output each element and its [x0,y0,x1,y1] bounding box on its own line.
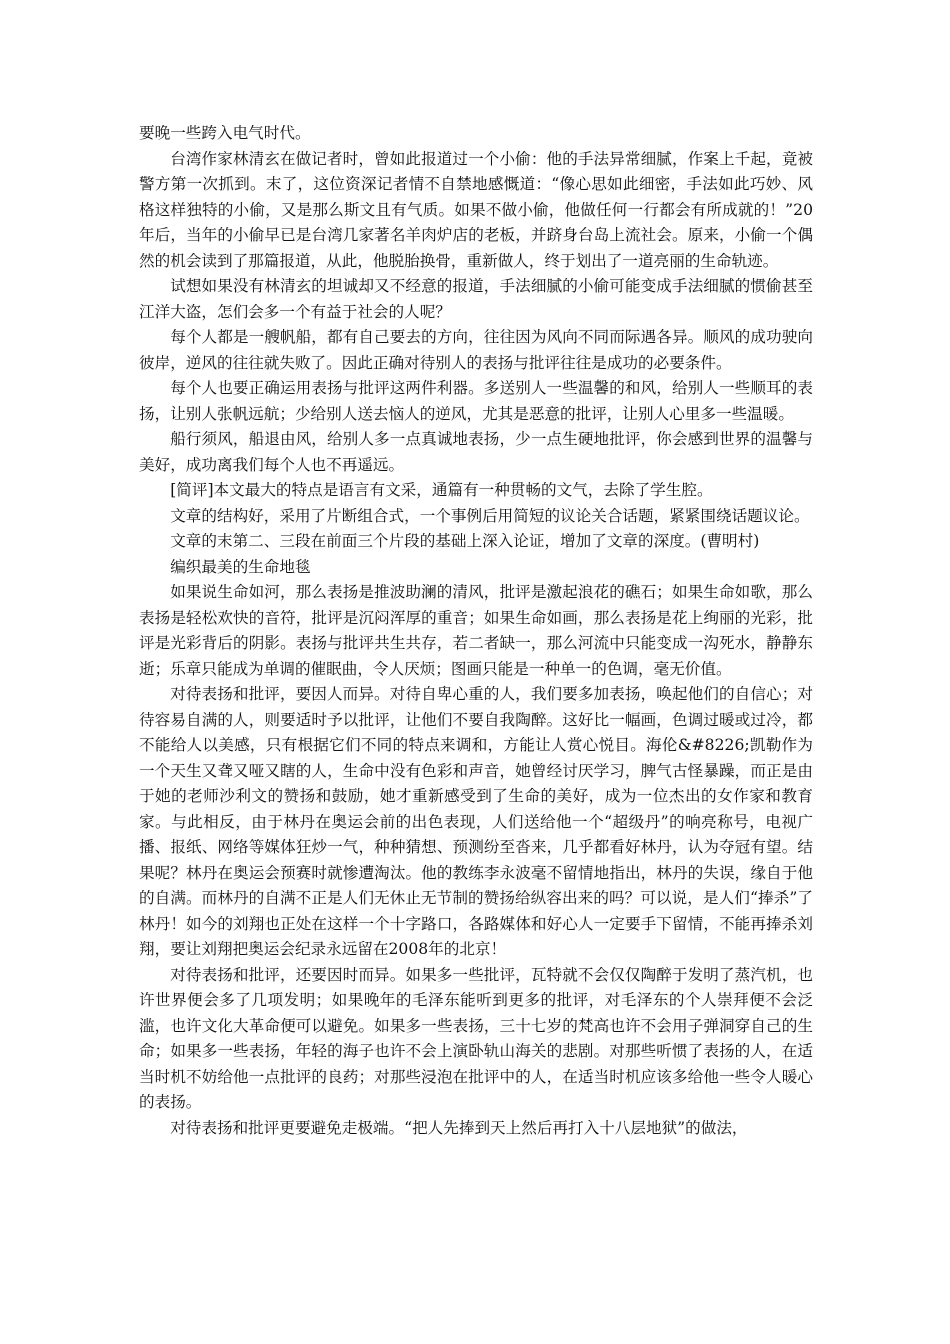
paragraph: 每个人也要正确运用表扬与批评这两件利器。多送别人一些温馨的和风，给别人一些顺耳的表扬，让别人张帆远航；少给别人送去恼人的逆风，尤其是恶意的批评，让别人心里多一些温暖。 [139,379,813,423]
paragraph: 对待表扬和批评，还要因时而异。如果多一些批评，瓦特就不会仅仅陶醉于发明了蒸汽机，也许世界便会多了几项发明；如果晚年的毛泽东能听到更多的批评，对毛泽东的个人崇拜便不会泛滥，也许文化大革命便可以避免。如果多一些表扬，三十七岁的梵高也许不会用子弹洞穿自己的生命；如果多一些表扬，年轻的海子也许不会上演卧轨山海关的悲剧。对那些听惯了表扬的人，在适当时机不妨给他一点批评的良药；对那些浸泡在批评中的人，在适当时机应该多给他一些令人暖心的表扬。 [139,965,813,1111]
comment-paragraph: [简评]本文最大的特点是语言有文采，通篇有一种贯畅的文气，去除了学生腔。 [170,481,713,499]
paragraph: 对待表扬和批评更要避免走极端。“把人先捧到天上然后再打入十八层地狱”的做法， [170,1118,748,1137]
paragraph: 文章的末第二、三段在前面三个片段的基础上深入论证，增加了文章的深度。(曹明村) [170,532,760,550]
paragraph: 对待表扬和批评，要因人而异。对待自卑心重的人，我们要多加表扬，唤起他们的自信心；对待容易自满的人，则要适时予以批评，让他们不要自我陶醉。这好比一幅画，色调过暖或过冷，都不能给人以美感，只有根据它们不同的特点来调和，方能让人赏心悦目。海伦&#8226;凯勒作为一个天生又聋又哑又瞎的人，生命中没有色彩和声音，她曾经讨厌学习，脾气古怪暴躁，而正是由于她的老师沙利文的赞扬和鼓励，她才重新感受到了生命的美好，成为一位杰出的女作家和教育家。与此相反，由于林丹在奥运会前的出色表现，人们送给他一个“超级丹”的响亮称号，电视广播、报纸、网络等媒体狂炒一气，种种猜想、预测纷至沓来，几乎都看好林丹，认为夺冠有望。结果呢？林丹在奥运会预赛时就惨遭淘汰。他的教练李永波毫不留情地指出，林丹的失误，缘自于他的自满。而林丹的自满不正是人们无休止无节制的赞扬给纵容出来的吗？可以说，是人们“捧杀”了林丹！如今的刘翔也正处在这样一个十字路口，各路媒体和好心人一定要手下留情，不能再捧杀刘翔，要让刘翔把奥运会纪录永远留在2008年的北京！ [139,685,813,958]
document-page [139,121,813,1141]
paragraph: 台湾作家林清玄在做记者时，曾如此报道过一个小偷：他的手法异常细腻，作案上千起，竟被警方第一次抓到。末了，这位资深记者情不自禁地感慨道：“像心思如此细密，手法如此巧妙、风格这样独特的小偷，又是那么斯文且有气质。如果不做小偷，他做任何一行都会有所成就的！”20年后，当年的小偷早已是台湾几家著名羊肉炉店的老板，并跻身台岛上流社会。原来，小偷一个偶然的机会读到了那篇报道，从此，他脱胎换骨，重新做人，终于划出了一道亮丽的生命轨迹。 [139,149,813,270]
essay-title: 编织最美的生命地毯 [170,557,311,576]
paragraph: 试想如果没有林清玄的坦诚却又不经意的报道，手法细腻的小偷可能变成手法细腻的惯偷甚至江洋大盗，怎们会多一个有益于社会的人呢？ [139,277,813,321]
paragraph: 要晚一些跨入电气时代。 [139,124,311,142]
paragraph: 文章的结构好，采用了片断组合式，一个事例后用简短的议论关合话题，紧紧围绕话题议论。 [170,506,810,525]
paragraph: 船行须风，船退由风，给别人多一点真诚地表扬，少一点生硬地批评，你会感到世界的温馨与美好，成功离我们每个人也不再遥远。 [139,430,813,474]
paragraph: 如果说生命如河，那么表扬是推波助澜的清风，批评是激起浪花的礁石；如果生命如歌，那么表扬是轻松欢快的音符，批评是沉闷浑厚的重音；如果生命如画，那么表扬是花上绚丽的光彩，批评是光彩背后的阴影。表扬与批评共生共存，若二者缺一，那么河流中只能变成一沟死水，静静东逝；乐章只能成为单调的催眠曲，令人厌烦；图画只能是一种单一的色调，毫无价值。 [139,583,813,678]
paragraph: 每个人都是一艘帆船，都有自己要去的方向，往往因为风向不同而际遇各异。顺风的成功驶向彼岸，逆风的往往就失败了。因此正确对待别人的表扬与批评往往是成功的必要条件。 [139,328,813,372]
